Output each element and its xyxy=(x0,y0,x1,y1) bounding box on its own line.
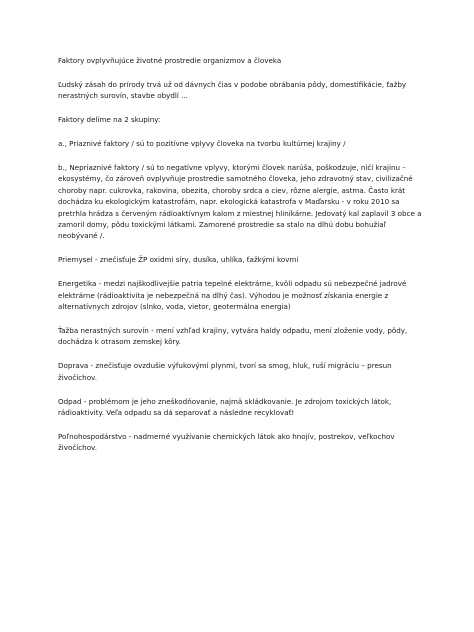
groups-heading: Faktory delíme na 2 skupiny: xyxy=(58,115,161,125)
agriculture-paragraph: Poľnohospodárstvo - nadmerné využívanie chemických látok ako hnojív, postrekov, veľkochov živočíchov. xyxy=(58,431,395,453)
energy-paragraph: Energetika - medzi najškodlivejšie patria tepelné elektrárne, kvôli odpadu sú nebezpečné jadrové elektrárne (rádioaktivita je nebezpečná na dlhý čas). Výhodou je možnosť získania energie z alternatívnych zdrojov (slnko, voda, vietor, geotermálna energia) xyxy=(58,279,407,312)
unfavorable-factors-paragraph: b., Nepriaznivé faktory / sú to negatívne vplyvy, ktorými človek narúša, poškodzuje, ničí krajinu – ekosystémy, čo zároveň ovplyvňuje prostredie samotného človeka, jeho zdravotný stav, civilizačné choroby napr. cukrovka, rakovina, obezita, choroby srdca a ciev, rôzne alergie, astma. Často krát dochádza ku ekologickým katastrofám, napr. ekologická katastrofa v Maďarsku - v roku 2010 sa pretrhla hrádza s červeným rádioaktívnym kalom z miestnej hliníkárne. Jedovatý kal zaplavil 3 obce a zamoril domy, pôdu toxickými látkami. Zamorené prostredie sa stalo na dlhú dobu bohužiaľ neobývané /. xyxy=(58,163,422,241)
industry-paragraph: Priemysel - znečisťuje ŽP oxidmi síry, dusíka, uhlíka, ťažkými kovmi xyxy=(58,255,299,265)
transport-paragraph: Doprava - znečisťuje ovzdušie výfukovými plynmi, tvorí sa smog, hluk, ruší migráciu – presun živočíchov. xyxy=(58,361,392,382)
waste-paragraph: Odpad - problémom je jeho zneškodňovanie, najmä skládkovanie. Je zdrojom toxických látok, rádioaktivity. Veľa odpadu sa dá separovať a následne recyklovať! xyxy=(58,396,392,418)
intro-paragraph: Ľudský zásah do prírody trvá už od dávnych čias v podobe obrábania pôdy, domestifikácie, ťažby nerastných surovín, stavbe obydlí ... xyxy=(58,79,407,101)
document-title: Faktory ovplyvňujúce životné prostredie organizmov a človeka xyxy=(58,56,282,65)
mining-paragraph: Ťažba nerastných surovín - mení vzhľad krajiny, vytvára haldy odpadu, mení zloženie vody, pôdy, dochádza k otrasom zemskej kôry. xyxy=(58,326,408,347)
favorable-factors-paragraph: a., Priaznivé faktory / sú to pozitívne vplyvy človeka na tvorbu kultúrnej krajiny / xyxy=(58,139,346,149)
